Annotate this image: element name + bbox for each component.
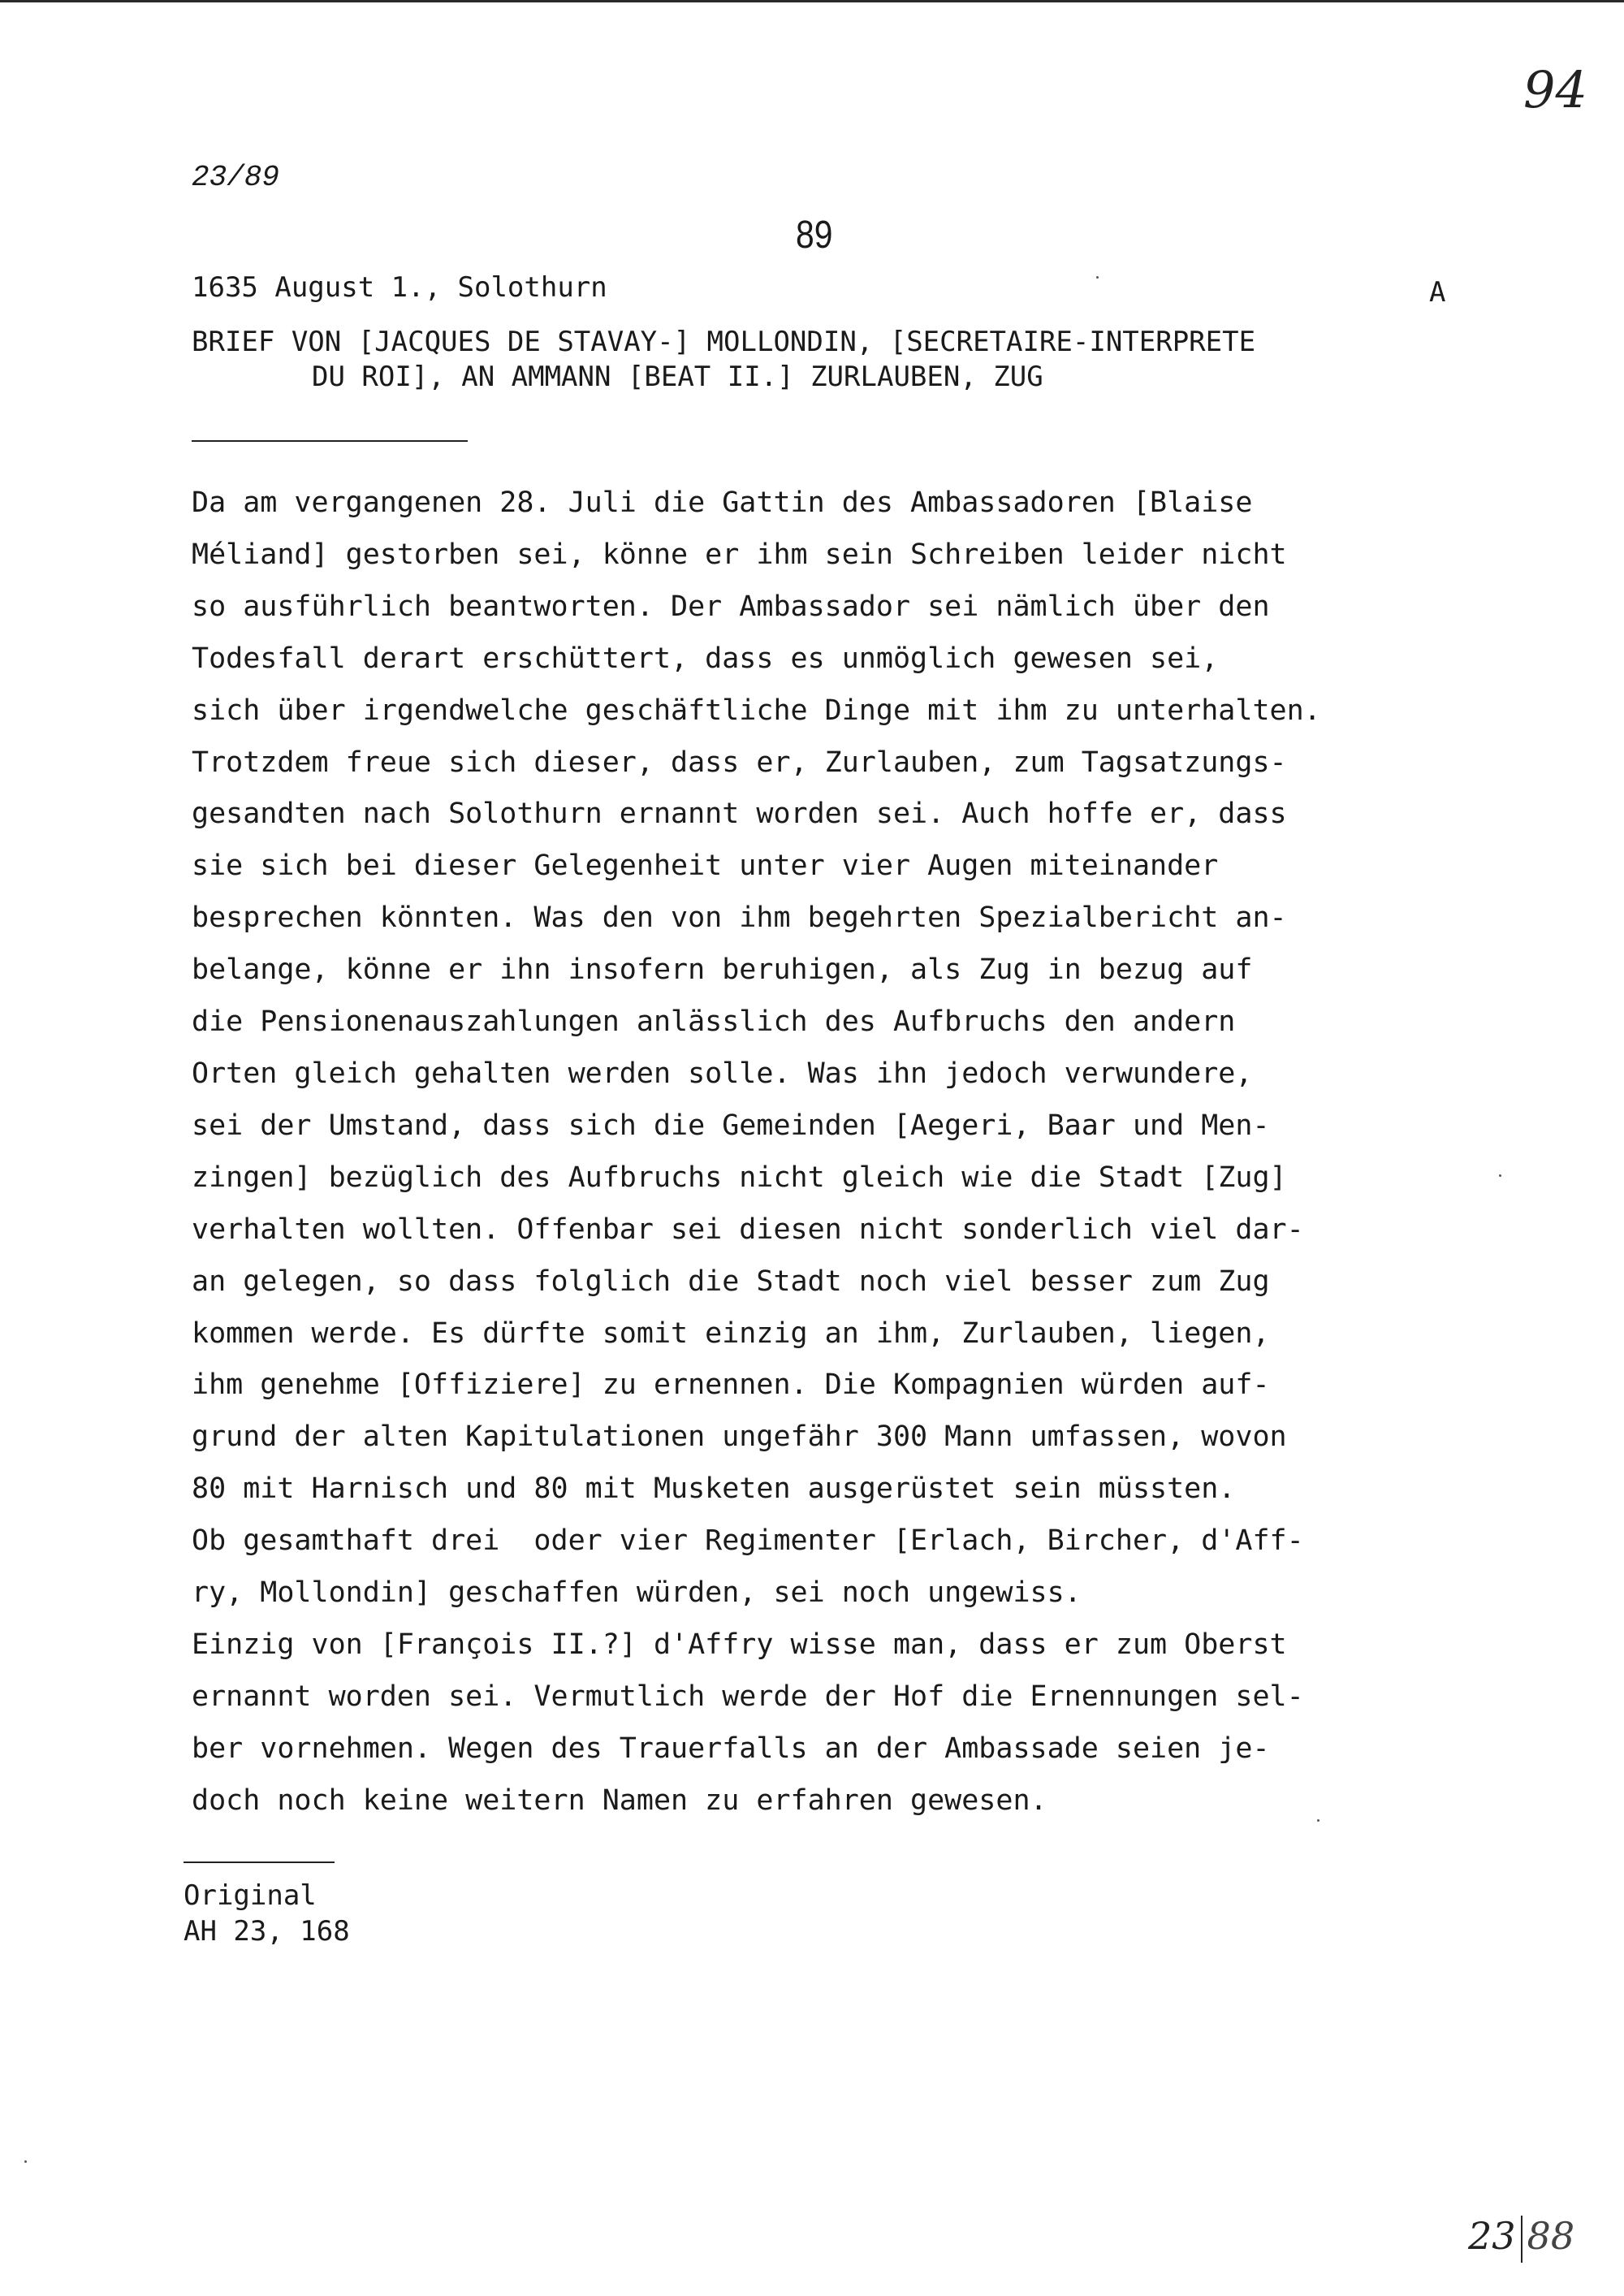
body-line: so ausführlich beantworten. Der Ambassador sei nämlich über den [192, 590, 1270, 623]
scan-speck [1317, 1819, 1320, 1822]
document-number: 89 [796, 214, 833, 257]
summary-body [192, 478, 1507, 1827]
body-line: zingen] bezüglich des Aufbruchs nicht gleich wie die Stadt [Zug] [192, 1161, 1287, 1194]
archive-stamp-right: 88 [1527, 2214, 1575, 2258]
footnote-divider [184, 1861, 335, 1863]
body-line: belange, könne er ihn insofern beruhigen, als Zug in bezug auf [192, 953, 1253, 987]
body-line: die Pensionenauszahlungen anlässlich des Aufbruchs den andern [192, 1005, 1236, 1039]
source-type: Original [184, 1879, 317, 1912]
body-line: ihm genehme [Offiziere] zu ernennen. Die Kompagnien würden auf- [192, 1369, 1270, 1402]
heading-line: BRIEF VON [JACQUES DE STAVAY-] MOLLONDIN, [SECRETAIRE-INTERPRETE [192, 326, 1256, 358]
body-line: ernannt worden sei. Vermutlich werde der Hof die Ernennungen sel- [192, 1680, 1304, 1713]
body-line: doch noch keine weitern Namen zu erfahren gewesen. [192, 1784, 1047, 1817]
body-line: Ob gesamthaft drei oder vier Regimenter [Erlach, Bircher, d'Aff- [192, 1524, 1304, 1558]
document-heading [192, 325, 1491, 395]
body-line: ber vornehmen. Wegen des Trauerfalls an der Ambassade seien je- [192, 1732, 1270, 1765]
archive-stamp-left: 23 [1468, 2214, 1516, 2258]
body-line: Orten gleich gehalten werden solle. Was ihn jedoch verwundere, [192, 1057, 1253, 1090]
document-reference: 23/89 [192, 161, 280, 194]
heading-line: DU ROI], AN AMMANN [BEAT II.] ZURLAUBEN, ZUG [312, 361, 1043, 393]
body-line: Da am vergangenen 28. Juli die Gattin des Ambassadoren [Blaise [192, 486, 1253, 519]
body-line: ry, Mollondin] geschaffen würden, sei noch ungewiss. [192, 1576, 1082, 1610]
body-line: gesandten nach Solothurn ernannt worden sei. Auch hoffe er, dass [192, 798, 1287, 831]
body-line: Méliand] gestorben sei, könne er ihm sein Schreiben leider nicht [192, 538, 1287, 571]
body-line: Trotzdem freue sich dieser, dass er, Zurlauben, zum Tagsatzungs- [192, 746, 1287, 779]
heading-divider [192, 440, 468, 442]
body-line: sei der Umstand, dass sich die Gemeinden [Aegeri, Baar und Men- [192, 1109, 1270, 1142]
body-line: grund der alten Kapitulationen ungefähr 300 Mann umfassen, wovon [192, 1420, 1287, 1454]
archive-stamp [1468, 2214, 1574, 2263]
dateline: 1635 August 1., Solothurn [192, 271, 607, 304]
body-line: sie sich bei dieser Gelegenheit unter vier Augen miteinander [192, 850, 1219, 883]
body-line: Todesfall derart erschüttert, dass es unmöglich gewesen sei, [192, 642, 1219, 675]
scan-speck [24, 2160, 27, 2163]
body-line: verhalten wollten. Offenbar sei diesen nicht sonderlich viel dar- [192, 1213, 1304, 1246]
scan-speck [1096, 276, 1099, 279]
letter-mark: A [1429, 276, 1446, 309]
handwritten-page-number: 94 [1523, 60, 1587, 119]
body-line: besprechen könnten. Was den von ihm begehrten Spezialbericht an- [192, 902, 1287, 935]
archive-reference: AH 23, 168 [184, 1915, 350, 1948]
body-line: kommen werde. Es dürfte somit einzig an ihm, Zurlauben, liegen, [192, 1317, 1270, 1350]
body-line: an gelegen, so dass folglich die Stadt noch viel besser zum Zug [192, 1265, 1270, 1298]
body-line: sich über irgendwelche geschäftliche Dinge mit ihm zu unterhalten. [192, 694, 1321, 727]
body-line: 80 mit Harnisch und 80 mit Musketen ausgerüstet sein müssten. [192, 1472, 1236, 1506]
stamp-separator [1521, 2216, 1522, 2263]
body-line: Einzig von [François II.?] d'Affry wisse man, dass er zum Oberst [192, 1628, 1287, 1661]
scan-speck [1499, 1174, 1501, 1177]
page-top-edge [0, 0, 1624, 2]
source-note [184, 1878, 350, 1949]
